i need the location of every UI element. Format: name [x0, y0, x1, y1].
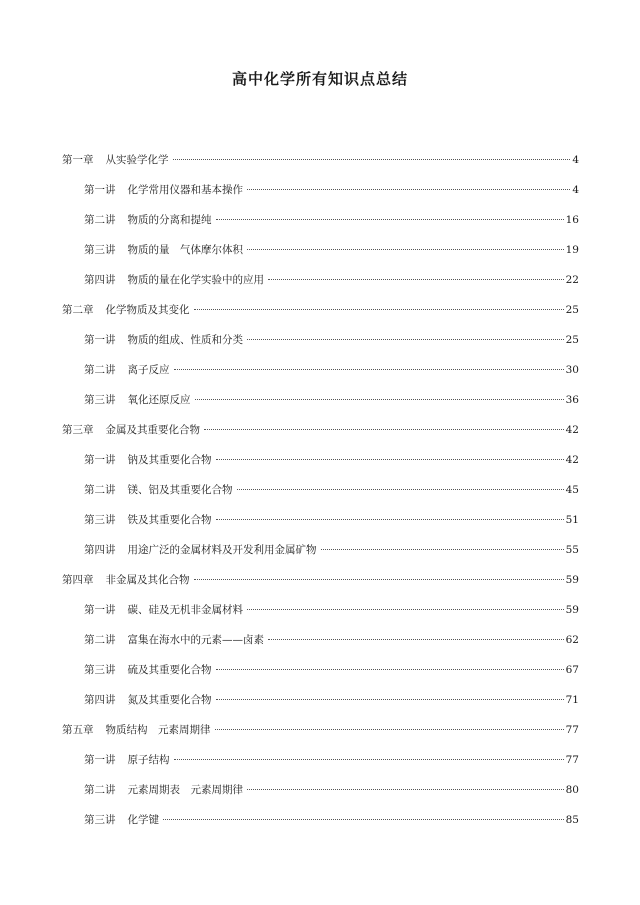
toc-entry-number: 第四讲 — [84, 694, 116, 706]
toc-page-number: 62 — [565, 634, 579, 646]
toc-lecture-entry[interactable] — [84, 813, 579, 827]
toc-page-number: 59 — [565, 604, 579, 616]
toc-entry-number: 第三讲 — [84, 514, 116, 526]
toc-entry-number: 第一讲 — [84, 454, 116, 466]
toc-entry-label — [62, 573, 190, 587]
toc-entry-label — [84, 363, 170, 377]
toc-entry-title: 金属及其重要化合物 — [105, 424, 200, 436]
toc-entry-number: 第一章 — [62, 154, 94, 166]
toc-page-number: 22 — [565, 274, 579, 286]
toc-entry-label — [84, 693, 212, 707]
toc-entry-title: 原子结构 — [127, 754, 170, 766]
toc-dot-leader — [194, 579, 564, 580]
toc-lecture-entry[interactable] — [84, 783, 579, 797]
toc-lecture-entry[interactable] — [84, 363, 579, 377]
toc-entry-number: 第四讲 — [84, 544, 116, 556]
toc-entry-title: 用途广泛的金属材料及开发利用金属矿物 — [127, 544, 317, 556]
toc-entry-number: 第三章 — [62, 424, 94, 436]
toc-chapter-entry[interactable] — [62, 303, 579, 317]
toc-dot-leader — [268, 639, 564, 640]
toc-entry-title: 化学常用仪器和基本操作 — [127, 184, 243, 196]
toc-lecture-entry[interactable] — [84, 483, 579, 497]
toc-page-number: 42 — [565, 424, 579, 436]
toc-entry-label — [84, 543, 317, 557]
toc-lecture-entry[interactable] — [84, 753, 579, 767]
toc-entry-title: 物质的组成、性质和分类 — [127, 334, 243, 346]
toc-entry-title: 镁、铝及其重要化合物 — [127, 484, 233, 496]
toc-lecture-entry[interactable] — [84, 603, 579, 617]
toc-entry-title: 物质结构 元素周期律 — [105, 724, 211, 736]
toc-entry-label — [84, 633, 264, 647]
toc-lecture-entry[interactable] — [84, 183, 579, 197]
toc-entry-label — [84, 183, 243, 197]
toc-entry-title: 钠及其重要化合物 — [127, 454, 212, 466]
document-title: 高中化学所有知识点总结 — [231, 70, 408, 88]
toc-page-number: 85 — [565, 814, 579, 826]
toc-entry-title: 化学键 — [127, 814, 159, 826]
toc-entry-title: 氧化还原反应 — [127, 394, 191, 406]
toc-page-number: 19 — [565, 244, 579, 256]
toc-entry-number: 第二讲 — [84, 214, 116, 226]
toc-lecture-entry[interactable] — [84, 333, 579, 347]
toc-entry-number: 第一讲 — [84, 754, 116, 766]
toc-dot-leader — [268, 279, 564, 280]
toc-entry-title: 物质的量在化学实验中的应用 — [127, 274, 264, 286]
toc-dot-leader — [195, 399, 564, 400]
toc-entry-title: 铁及其重要化合物 — [127, 514, 212, 526]
toc-page-number: 30 — [565, 364, 579, 376]
toc-entry-title: 物质的量 气体摩尔体积 — [127, 244, 243, 256]
toc-entry-label — [84, 453, 212, 467]
toc-entry-label — [84, 393, 191, 407]
toc-dot-leader — [163, 819, 564, 820]
toc-page-number: 42 — [565, 454, 579, 466]
toc-page-number: 36 — [565, 394, 579, 406]
toc-page-number: 55 — [565, 544, 579, 556]
toc-dot-leader — [216, 669, 564, 670]
toc-lecture-entry[interactable] — [84, 453, 579, 467]
toc-entry-label — [84, 213, 212, 227]
toc-dot-leader — [247, 339, 564, 340]
toc-entry-label — [84, 243, 243, 257]
toc-entry-number: 第二讲 — [84, 484, 116, 496]
toc-dot-leader — [216, 519, 564, 520]
toc-entry-number: 第五章 — [62, 724, 94, 736]
toc-lecture-entry[interactable] — [84, 543, 579, 557]
toc-dot-leader — [204, 429, 564, 430]
toc-entry-label — [84, 273, 264, 287]
toc-entry-title: 离子反应 — [127, 364, 170, 376]
toc-page-number: 71 — [565, 694, 579, 706]
toc-page-number: 67 — [565, 664, 579, 676]
toc-entry-label — [84, 513, 212, 527]
toc-entry-number: 第二讲 — [84, 634, 116, 646]
toc-entry-title: 碳、硅及无机非金属材料 — [127, 604, 243, 616]
toc-entry-title: 从实验学化学 — [105, 154, 169, 166]
toc-entry-label — [62, 423, 200, 437]
toc-page-number: 77 — [565, 754, 579, 766]
toc-lecture-entry[interactable] — [84, 513, 579, 527]
toc-dot-leader — [247, 249, 564, 250]
toc-entry-label — [62, 153, 169, 167]
toc-dot-leader — [194, 309, 564, 310]
toc-dot-leader — [216, 459, 564, 460]
toc-entry-number: 第二章 — [62, 304, 94, 316]
toc-dot-leader — [173, 159, 571, 160]
toc-entry-label — [84, 813, 159, 827]
toc-entry-number: 第二讲 — [84, 364, 116, 376]
toc-entry-label — [84, 663, 212, 677]
toc-page-number: 51 — [565, 514, 579, 526]
toc-entry-number: 第四章 — [62, 574, 94, 586]
toc-entry-title: 非金属及其化合物 — [105, 574, 190, 586]
toc-chapter-entry[interactable] — [62, 723, 579, 737]
toc-entry-title: 物质的分离和提纯 — [127, 214, 212, 226]
toc-page-number: 4 — [572, 184, 579, 196]
toc-dot-leader — [216, 699, 564, 700]
toc-entry-label — [62, 723, 211, 737]
toc-page-number: 59 — [565, 574, 579, 586]
toc-lecture-entry[interactable] — [84, 213, 579, 227]
toc-chapter-entry[interactable] — [62, 423, 579, 437]
toc-entry-number: 第三讲 — [84, 244, 116, 256]
toc-entry-label — [84, 783, 243, 797]
toc-entry-number: 第四讲 — [84, 274, 116, 286]
toc-lecture-entry[interactable] — [84, 273, 579, 287]
toc-entry-title: 硫及其重要化合物 — [127, 664, 212, 676]
toc-chapter-entry[interactable] — [62, 153, 579, 167]
toc-entry-number: 第一讲 — [84, 184, 116, 196]
toc-entry-label — [62, 303, 190, 317]
toc-entry-title: 氮及其重要化合物 — [127, 694, 212, 706]
toc-entry-label — [84, 753, 170, 767]
toc-lecture-entry[interactable] — [84, 243, 579, 257]
toc-entry-title: 元素周期表 元素周期律 — [127, 784, 243, 796]
toc-entry-number: 第三讲 — [84, 394, 116, 406]
toc-page-number: 45 — [565, 484, 579, 496]
toc-entry-number: 第一讲 — [84, 604, 116, 616]
toc-entry-label — [84, 603, 243, 617]
toc-page-number: 77 — [565, 724, 579, 736]
toc-dot-leader — [237, 489, 564, 490]
toc-dot-leader — [215, 729, 564, 730]
toc-dot-leader — [321, 549, 564, 550]
toc-page-number: 25 — [565, 334, 579, 346]
toc-dot-leader — [247, 609, 564, 610]
toc-entry-number: 第一讲 — [84, 334, 116, 346]
toc-lecture-entry[interactable] — [84, 633, 579, 647]
toc-page-number: 80 — [565, 784, 579, 796]
toc-entry-label — [84, 483, 233, 497]
toc-dot-leader — [247, 789, 564, 790]
toc-lecture-entry[interactable] — [84, 663, 579, 677]
toc-entry-title: 化学物质及其变化 — [105, 304, 190, 316]
toc-dot-leader — [247, 189, 570, 190]
toc-page-number: 4 — [572, 154, 579, 166]
toc-entry-number: 第三讲 — [84, 664, 116, 676]
toc-chapter-entry[interactable] — [62, 573, 579, 587]
toc-entry-label — [84, 333, 243, 347]
toc-entry-number: 第三讲 — [84, 814, 116, 826]
toc-dot-leader — [174, 369, 564, 370]
toc-page-number: 25 — [565, 304, 579, 316]
toc-dot-leader — [216, 219, 564, 220]
toc-dot-leader — [174, 759, 564, 760]
toc-entry-title: 富集在海水中的元素——卤素 — [127, 634, 264, 646]
toc-page-number: 16 — [565, 214, 579, 226]
toc-lecture-entry[interactable] — [84, 393, 579, 407]
toc-lecture-entry[interactable] — [84, 693, 579, 707]
toc-entry-number: 第二讲 — [84, 784, 116, 796]
